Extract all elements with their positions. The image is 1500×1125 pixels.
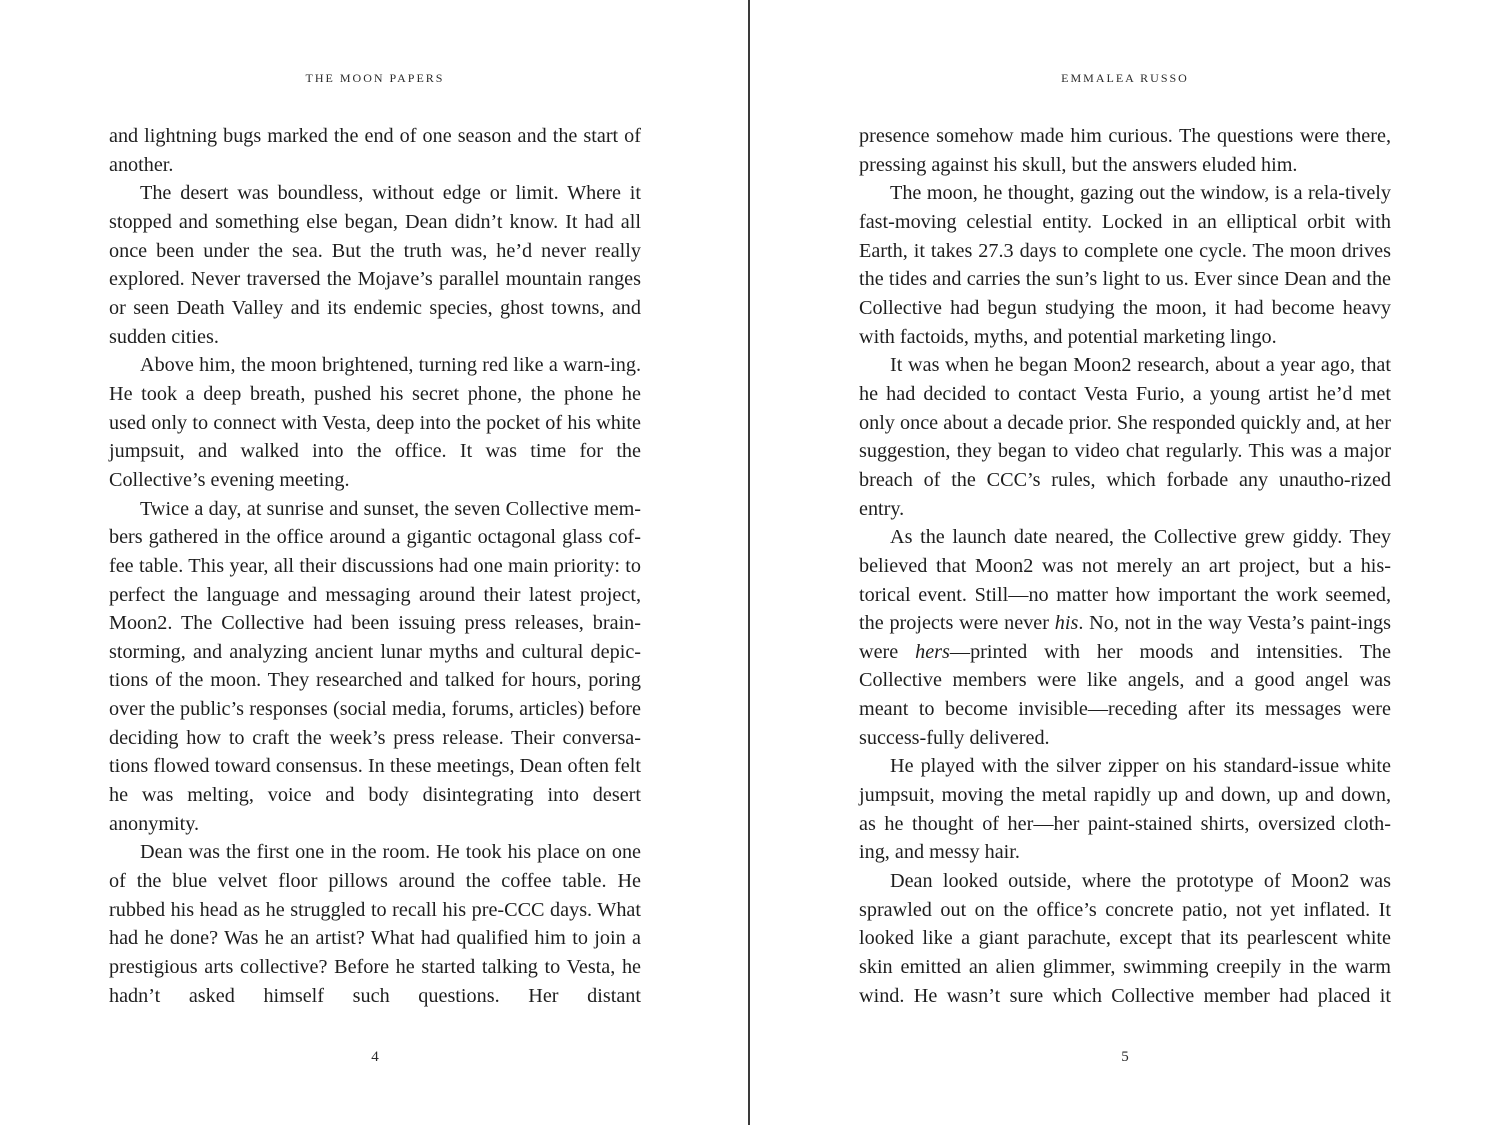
- left-page-text: [109, 122, 641, 1010]
- left-paragraph-2: The desert was boundless, without edge or limit. Where it stopped and something else began, Dean didn’t know. It had all once been under the sea. But the truth was, he’d never really explored. Never traversed the Mojave’s parallel mountain ranges or seen Death Valley and its endemic species, ghost towns, and sudden cities.: [109, 182, 641, 348]
- page-number-left: 4: [371, 1049, 379, 1065]
- page-number-right: 5: [1121, 1049, 1129, 1065]
- left-paragraph-1: and lightning bugs marked the end of one season and the start of another.: [109, 125, 641, 176]
- right-paragraph-4-end: —printed with her moods and intensities. The Collective members were like angels, and a good angel was meant to become invisible—receding after its messages were success-fully delivered.: [859, 640, 1391, 749]
- right-paragraph-4-mid: . No, not in the way Vesta’s paint-ings were: [859, 612, 1391, 663]
- left-paragraph-5: Dean was the first one in the room. He took his place on one of the blue velvet floor pillows around the coffee table. He rubbed his head as he struggled to recall his pre-CCC days. What had he done? Was he an artist? What had qualified him to join a prestigious arts collective? Before he started talking to Vesta, he hadn’t asked himself such questions. Her distant: [109, 841, 641, 1007]
- right-paragraph-5: He played with the silver zipper on his standard-issue white jumpsuit, moving the metal rapidly up and down, up and down, as he thought of her—her paint-stained shirts, oversized cloth-ing, and messy hair.: [859, 755, 1391, 864]
- gutter-divider: [748, 0, 750, 1125]
- right-paragraph-1: presence somehow made him curious. The questions were there, pressing against his skull, but the answers eluded him.: [859, 125, 1391, 176]
- italic-hers: hers: [915, 640, 950, 663]
- right-page-text: [859, 122, 1391, 1010]
- left-paragraph-4: Twice a day, at sunrise and sunset, the seven Collective mem-bers gathered in the office around a gigantic octagonal glass cof-fee table. This year, all their discussions had one main priority: to perfect the language and messaging around their latest project, Moon2. The Collective had been issuing press releases, brain-storming, and analyzing ancient lunar myths and cultural depic-tions of the moon. They researched and talked for hours, poring over the public’s responses (social media, forums, articles) before deciding how to craft the week’s press release. Their conversa-tions flowed toward consensus. In these meetings, Dean often felt he was melting, voice and body disintegrating into desert anonymity.: [109, 497, 641, 835]
- right-paragraph-3: It was when he began Moon2 research, about a year ago, that he had decided to contact Vesta Furio, a young artist he’d met only once about a decade prior. She responded quickly and, at her suggestion, they began to video chat regularly. This was a major breach of the CCC’s rules, which forbade any unautho-rized entry.: [859, 354, 1391, 520]
- right-paragraph-2: The moon, he thought, gazing out the window, is a rela-tively fast-moving celestial entity. Locked in an elliptical orbit with Earth, it takes 27.3 days to complete one cycle. The moon drives the tides and carries the sun’s light to us. Ever since Dean and the Collective had begun studying the moon, it had become heavy with factoids, myths, and potential marketing lingo.: [859, 182, 1391, 348]
- running-head-right: EMMALEA RUSSO: [1061, 71, 1189, 85]
- left-paragraph-3: Above him, the moon brightened, turning red like a warn-ing. He took a deep breath, pushed his secret phone, the phone he used only to connect with Vesta, deep into the pocket of his white jumpsuit, and walked into the office. It was time for the Collective’s evening meeting.: [109, 354, 641, 491]
- italic-his: his: [1054, 612, 1079, 635]
- right-page: [859, 0, 1391, 1125]
- right-paragraph-6: Dean looked outside, where the prototype of Moon2 was sprawled out on the office’s concrete patio, not yet inflated. It looked like a giant parachute, except that its pearlescent white skin emitted an alien glimmer, swimming creepily in the warm wind. He wasn’t sure which Collective member had placed it: [859, 870, 1391, 1007]
- right-paragraph-4: [859, 523, 1391, 752]
- running-head-left: THE MOON PAPERS: [305, 71, 445, 85]
- left-page: [109, 0, 641, 1125]
- right-paragraph-4-start: As the launch date neared, the Collective grew giddy. They believed that Moon2 was not merely an art project, but a his-torical event. Still—no matter how important the work seemed, the projects were never: [859, 526, 1391, 635]
